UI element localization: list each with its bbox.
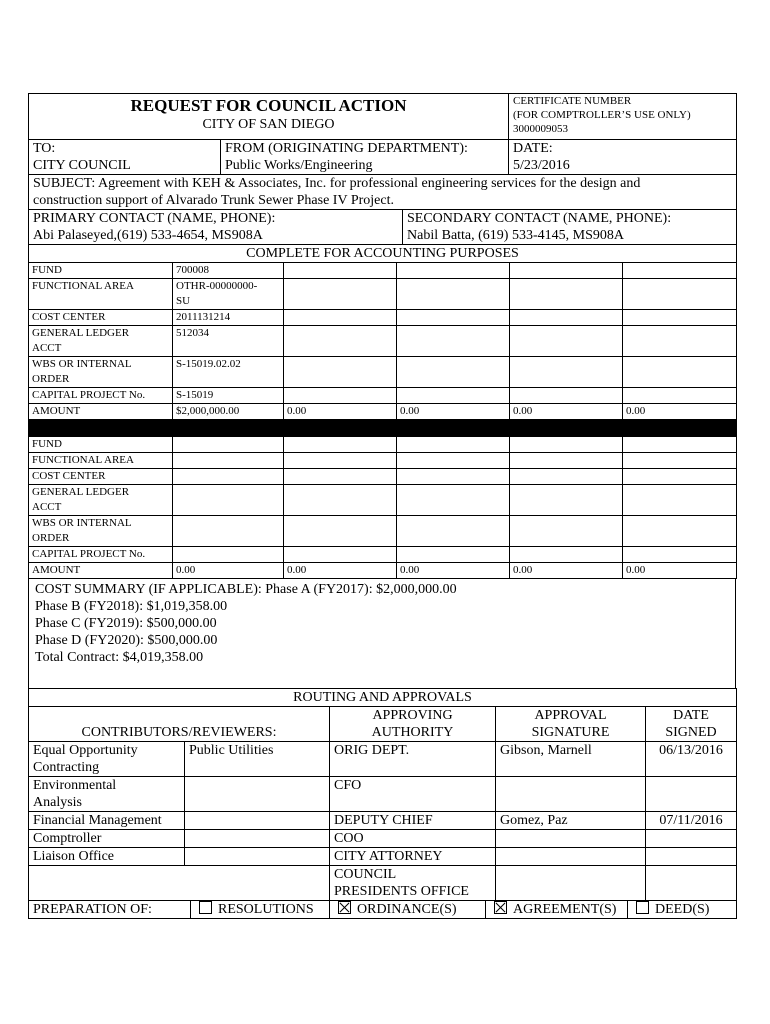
cell-empty (173, 437, 284, 453)
cell-empty (397, 547, 510, 563)
page-title: REQUEST FOR COUNCIL ACTION (130, 96, 407, 115)
cost-summary-line-3: Phase C (FY2019): $500,000.00 (35, 616, 217, 631)
from-label: FROM (ORIGINATING DEPARTMENT): (225, 141, 468, 156)
cost-summary-line-1: COST SUMMARY (IF APPLICABLE): Phase A (FY2017): $2,000,000.00 (35, 582, 457, 597)
authority-cell: CFO (330, 777, 496, 812)
signature-cell (496, 830, 646, 848)
date-cell (646, 777, 737, 812)
date-header-line-2: SIGNED (665, 725, 717, 740)
cell-empty (510, 485, 623, 516)
signature-header (496, 707, 646, 742)
cell-empty (510, 547, 623, 563)
ordinances-option[interactable] (330, 901, 486, 919)
date-cell (509, 140, 737, 175)
contributor-line-2: Analysis (33, 795, 82, 810)
cell-empty (397, 485, 510, 516)
cell-empty (284, 279, 397, 310)
wbs-label-line-2: ORDER (32, 373, 70, 385)
cell-empty (510, 326, 623, 357)
signature-header-line-1: APPROVAL (534, 708, 607, 723)
contributor-cell (29, 742, 185, 777)
header-title-cell (29, 94, 509, 140)
cost-summary-line-2: Phase B (FY2018): $1,019,358.00 (35, 599, 228, 614)
primary-contact-value: Abi Palaseyed,(619) 533-4654, MS908A (33, 228, 263, 243)
amount-value: 0.00 (173, 563, 284, 579)
cell-empty (623, 388, 737, 404)
signature-header-line-2: SIGNATURE (531, 725, 610, 740)
contributor-cell: Comptroller (29, 830, 185, 848)
date-header-line-1: DATE (673, 708, 709, 723)
cell-empty (623, 453, 737, 469)
cell-empty (397, 310, 510, 326)
cell-empty (623, 279, 737, 310)
amount-value: 0.00 (623, 404, 737, 420)
cell-empty (623, 547, 737, 563)
contributor-cell: Financial Management (29, 812, 185, 830)
separator-bar-cell (29, 420, 737, 437)
cell-empty (623, 485, 737, 516)
cell-empty (623, 516, 737, 547)
reviewer-cell (185, 830, 330, 848)
routing-row (29, 866, 737, 901)
secondary-contact-value: Nabil Batta, (619) 533-4145, MS908A (407, 228, 624, 243)
cell-empty (397, 357, 510, 388)
cell-empty (510, 453, 623, 469)
date-value: 5/23/2016 (513, 158, 570, 173)
from-value: Public Works/Engineering (225, 158, 373, 173)
subject-line-2: construction support of Alvarado Trunk Sewer Phase IV Project. (33, 193, 394, 208)
certificate-label: CERTIFICATE NUMBER (513, 95, 632, 107)
cell-empty (510, 279, 623, 310)
capital-project-label: CAPITAL PROJECT No. (29, 547, 173, 563)
council-action-form (28, 93, 736, 919)
cell-empty (623, 326, 737, 357)
cell-empty (397, 326, 510, 357)
capital-project-value: S-15019 (173, 388, 284, 404)
general-ledger-label (29, 485, 173, 516)
from-cell (221, 140, 509, 175)
accounting-table (28, 262, 737, 579)
wbs-label (29, 516, 173, 547)
contributors-header: CONTRIBUTORS/REVIEWERS: (29, 707, 330, 742)
contributor-cell (29, 777, 185, 812)
date-cell (646, 848, 737, 866)
council-line-2: PRESIDENTS OFFICE (334, 884, 469, 899)
agreements-option[interactable] (486, 901, 628, 919)
cost-center-label: COST CENTER (29, 469, 173, 485)
routing-row (29, 830, 737, 848)
cell-empty (623, 310, 737, 326)
routing-row (29, 812, 737, 830)
resolutions-label: RESOLUTIONS (218, 902, 314, 917)
gl-label-line-1: GENERAL LEDGER (32, 486, 130, 498)
date-cell: 07/11/2016 (646, 812, 737, 830)
signature-cell (496, 848, 646, 866)
amount-value: 0.00 (623, 563, 737, 579)
agreements-label: AGREEMENT(S) (513, 902, 617, 917)
amount-label: AMOUNT (29, 563, 173, 579)
authority-header (330, 707, 496, 742)
gl-label-line-2: ACCT (32, 342, 62, 354)
cell-empty (510, 263, 623, 279)
cell-empty (284, 326, 397, 357)
cell-empty (173, 469, 284, 485)
cell-empty (397, 388, 510, 404)
routing-title: ROUTING AND APPROVALS (29, 689, 737, 707)
cell-empty (397, 279, 510, 310)
wbs-value: S-15019.02.02 (173, 357, 284, 388)
functional-area-line-1: OTHR-00000000- (176, 280, 258, 292)
signature-cell: Gibson, Marnell (496, 742, 646, 777)
accounting-title: COMPLETE FOR ACCOUNTING PURPOSES (29, 245, 737, 263)
functional-area-value (173, 279, 284, 310)
preparation-label: PREPARATION OF: (29, 901, 191, 919)
authority-cell: CITY ATTORNEY (330, 848, 496, 866)
cell-empty (284, 516, 397, 547)
wbs-label-line-1: WBS OR INTERNAL (32, 358, 132, 370)
cell-empty (510, 516, 623, 547)
amount-value: $2,000,000.00 (173, 404, 284, 420)
cell-empty (510, 357, 623, 388)
cell-empty (173, 547, 284, 563)
cost-center-label: COST CENTER (29, 310, 173, 326)
ordinances-checkbox[interactable] (338, 901, 351, 914)
subject-line-1: SUBJECT: Agreement with KEH & Associates, Inc. for professional engineering services for the design and (33, 176, 641, 191)
cell-empty (510, 437, 623, 453)
cell-empty (284, 437, 397, 453)
certificate-note: (FOR COMPTROLLER’S USE ONLY) (513, 109, 691, 121)
secondary-contact-cell (403, 210, 737, 245)
date-label: DATE: (513, 141, 553, 156)
cell-empty (510, 469, 623, 485)
amount-value: 0.00 (284, 563, 397, 579)
gl-label-line-2: ACCT (32, 501, 62, 513)
cell-empty (173, 516, 284, 547)
cell-empty (284, 485, 397, 516)
reviewer-cell: Public Utilities (185, 742, 330, 777)
amount-value: 0.00 (510, 563, 623, 579)
authority-header-line-2: AUTHORITY (371, 725, 454, 740)
authority-cell: DEPUTY CHIEF (330, 812, 496, 830)
cell-empty (284, 453, 397, 469)
authority-cell: ORIG DEPT. (330, 742, 496, 777)
routing-row (29, 777, 737, 812)
date-cell: 06/13/2016 (646, 742, 737, 777)
certificate-number: 3000009053 (513, 123, 568, 135)
wbs-label (29, 357, 173, 388)
signature-cell: Gomez, Paz (496, 812, 646, 830)
resolutions-option[interactable] (191, 901, 330, 919)
functional-area-line-2: SU (176, 295, 191, 307)
cell-empty (284, 547, 397, 563)
council-line-1: COUNCIL (334, 867, 397, 882)
cost-summary-line-4: Phase D (FY2020): $500,000.00 (35, 633, 218, 648)
to-label: TO: (33, 141, 56, 156)
to-value: CITY COUNCIL (33, 158, 131, 173)
deeds-option[interactable] (628, 901, 737, 919)
cell-empty (623, 469, 737, 485)
certificate-cell (509, 94, 737, 140)
cell-empty (623, 437, 737, 453)
fund-value: 700008 (173, 263, 284, 279)
authority-cell (330, 866, 496, 901)
cell-empty (397, 469, 510, 485)
amount-value: 0.00 (510, 404, 623, 420)
fund-label: FUND (29, 437, 173, 453)
routing-row (29, 848, 737, 866)
reviewer-cell (185, 777, 330, 812)
cell-empty (510, 388, 623, 404)
separator-bar (29, 420, 737, 437)
cell-empty (284, 310, 397, 326)
cost-summary-table (28, 578, 736, 689)
primary-contact-cell (29, 210, 403, 245)
preparation-table (28, 900, 737, 919)
page-subtitle: CITY OF SAN DIEGO (202, 117, 335, 132)
functional-area-label: FUNCTIONAL AREA (29, 279, 173, 310)
subject-cell (29, 175, 737, 210)
contacts-table (28, 209, 737, 263)
reviewer-cell (185, 812, 330, 830)
authority-cell: COO (330, 830, 496, 848)
amount-value: 0.00 (284, 404, 397, 420)
cell-empty (397, 263, 510, 279)
contributor-cell (29, 866, 330, 901)
fund-label: FUND (29, 263, 173, 279)
cell-empty (623, 357, 737, 388)
amount-value: 0.00 (397, 563, 510, 579)
routing-table (28, 688, 737, 901)
primary-contact-label: PRIMARY CONTACT (NAME, PHONE): (33, 211, 276, 226)
functional-area-label: FUNCTIONAL AREA (29, 453, 173, 469)
wbs-label-line-1: WBS OR INTERNAL (32, 517, 132, 529)
cell-empty (623, 263, 737, 279)
gl-label-line-1: GENERAL LEDGER (32, 327, 130, 339)
wbs-label-line-2: ORDER (32, 532, 70, 544)
resolutions-checkbox[interactable] (199, 901, 212, 914)
cell-empty (510, 310, 623, 326)
contributor-line-1: Equal Opportunity (33, 743, 138, 758)
cell-empty (397, 437, 510, 453)
ordinances-label: ORDINANCE(S) (357, 902, 457, 917)
routing-row (29, 742, 737, 777)
cost-center-value: 2011131214 (173, 310, 284, 326)
signature-cell (496, 777, 646, 812)
contributor-line-1: Environmental (33, 778, 117, 793)
contributor-cell: Liaison Office (29, 848, 185, 866)
capital-project-label: CAPITAL PROJECT No. (29, 388, 173, 404)
amount-label: AMOUNT (29, 404, 173, 420)
cell-empty (397, 453, 510, 469)
date-cell (646, 866, 737, 901)
agreements-checkbox[interactable] (494, 901, 507, 914)
to-cell (29, 140, 221, 175)
date-cell (646, 830, 737, 848)
signature-cell (496, 866, 646, 901)
deeds-checkbox[interactable] (636, 901, 649, 914)
general-ledger-value: 512034 (173, 326, 284, 357)
reviewer-cell (185, 848, 330, 866)
secondary-contact-label: SECONDARY CONTACT (NAME, PHONE): (407, 211, 672, 226)
amount-value: 0.00 (397, 404, 510, 420)
cell-empty (284, 388, 397, 404)
cell-empty (284, 357, 397, 388)
cell-empty (284, 469, 397, 485)
cell-empty (397, 516, 510, 547)
deeds-label: DEED(S) (655, 902, 710, 917)
authority-header-line-1: APPROVING (372, 708, 453, 723)
cell-empty (284, 263, 397, 279)
general-ledger-label (29, 326, 173, 357)
contributor-line-2: Contracting (33, 760, 100, 775)
cost-summary-cell (29, 579, 736, 689)
cell-empty (173, 485, 284, 516)
cost-summary-line-5: Total Contract: $4,019,358.00 (35, 650, 204, 665)
date-header (646, 707, 737, 742)
header-table (28, 93, 737, 210)
cell-empty (173, 453, 284, 469)
